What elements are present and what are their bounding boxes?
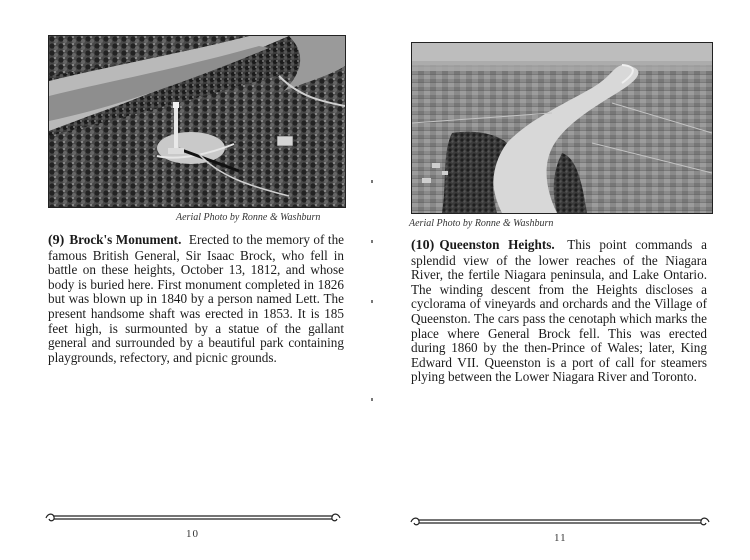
- brocks-monument-aerial-photo: [48, 35, 346, 208]
- entry-body: This point commands a splendid view of the lower reaches of the Niagara River, the fertile Niagara peninsula, and Lake Ontario. The winding descent from the Heights discloses a cyclorama of vineyards and orchards and the Village of Queenston. The cars pass the cenotaph which marks the place where General Brock fell. This was erected during 1860 by the then-Prince of Wales; later, King Edward VII. Queenston is a port of call for steamers plying between the Lower Niagara River and Toronto.: [411, 237, 707, 385]
- page-number: 10: [186, 528, 199, 540]
- photo-caption: Aerial Photo by Ronne & Washburn: [409, 218, 554, 229]
- page-number: 11: [554, 532, 567, 544]
- entry-number: (9): [48, 233, 65, 248]
- entry-number: (10): [411, 238, 435, 253]
- queenston-heights-aerial-photo: [411, 42, 713, 214]
- entry-body: Erected to the memory of the famous British General, Sir Isaac Brock, who fell in battle on these heights, October 13, 1812, and whose body is buried here. First monument completed in 1826 but was blown up in 1840 by a person named Lett. The present handsome shaft was erected in 1853. It is 185 feet high, is surmounted by a statue of the gallant general and surrounded by a beautiful park containing playgrounds, refectory, and picnic grounds.: [48, 232, 345, 365]
- entry-text: [48, 233, 344, 365]
- photo-caption: Aerial Photo by Ronne & Washburn: [176, 212, 321, 223]
- entry-text: [411, 238, 707, 385]
- entry-heading: Brock's Monument.: [69, 232, 182, 247]
- right-page: [372, 0, 750, 560]
- ornamental-rule: [409, 516, 711, 528]
- ornamental-rule: [44, 512, 342, 524]
- left-page: [0, 0, 372, 560]
- entry-heading: Queenston Heights.: [439, 237, 555, 252]
